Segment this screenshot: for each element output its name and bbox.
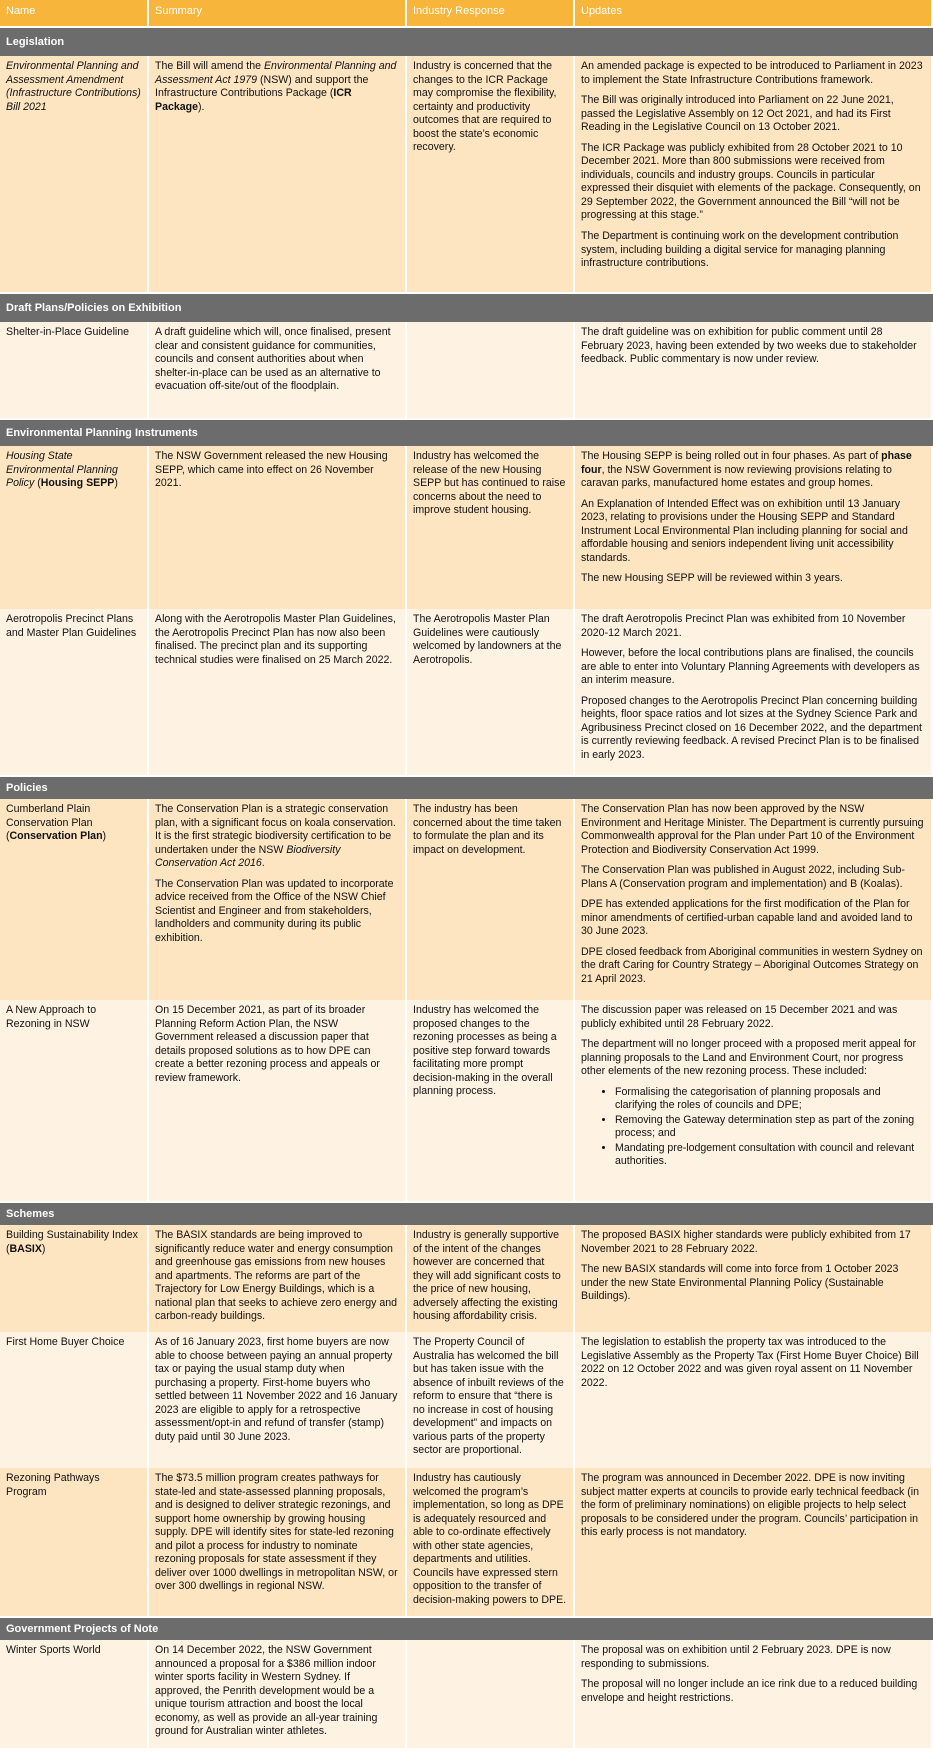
row-name: Environmental Planning and Assessment Amendment (Infrastructure Contributions) Bill 2021	[0, 56, 149, 292]
row-industry-response: The industry has been concerned about the time taken to formulate the plan and its impact on development.	[407, 799, 575, 1000]
row-updates: The Conservation Plan has now been approved by the NSW Environment and Heritage Minister. The Department is currently pursuing Commonwealth approval for the Plan under Part 10 of the Environment Protection and Biodiversity Conservation Act 1999. The Conservation Plan was published in August 2022, including Sub-Plans A (Conservation program and implementation) and B (Koalas). DPE has extended applications for the first modification of the Plan for minor amendments of certified-urban capable land and avoided land to 30 June 2023. DPE closed feedback from Aboriginal communities in western Sydney on the draft Caring for Country Strategy – Aboriginal Outcomes Strategy on 21 April 2023.	[575, 799, 933, 1000]
row-name: First Home Buyer Choice	[0, 1332, 149, 1468]
row-name: Building Sustainability Index (BASIX)	[0, 1225, 149, 1332]
row-summary: The NSW Government released the new Housing SEPP, which came into effect on 26 November 2021.	[149, 446, 407, 609]
section-draft-plans: Draft Plans/Policies on Exhibition	[0, 292, 933, 322]
table-row	[0, 609, 933, 775]
row-name: Winter Sports World	[0, 1640, 149, 1748]
row-summary: The $73.5 million program creates pathways for state-led and state-assessed planning proposals, and is designed to deliver strategic rezonings, and support home ownership by growing housing supply. DPE will identify sites for state-led rezoning and pilot a process for industry to nominate rezoning proposals for state assessment if they deliver over 1000 dwellings in metropolitan NSW, or over 300 dwellings in regional NSW.	[149, 1468, 407, 1616]
row-summary: On 14 December 2022, the NSW Government announced a proposal for a $386 million indoor winter sports facility in Western Sydney. If approved, the Penrith development would be a unique tourism attraction and boost the local economy, as well as provide an all-year training ground for Australian winter athletes.	[149, 1640, 407, 1748]
row-updates: The discussion paper was released on 15 December 2021 and was publicly exhibited until 28 February 2022. The department will no longer proceed with a proposed merit appeal for planning proposals to the Land and Environment Court, nor progress other elements of the new rezoning process. These included: • Formalising the categorisation of planning proposals and clarifying the roles of councils and DPE; • Removing the Gateway determination step as part of the zoning process; and • Mandating pre-lodgement consultation with council and relevant authorities.	[575, 1000, 933, 1201]
row-updates: The draft guideline was on exhibition for public comment until 28 February 2023, having been extended by two weeks due to stakeholder feedback. Public commentary is now under review.	[575, 322, 933, 418]
row-updates: The draft Aerotropolis Precinct Plan was exhibited from 10 November 2020-12 March 2021. However, before the local contributions plans are finalised, the councils are able to enter into Voluntary Planning Agreements with developers as an interim measure. Proposed changes to the Aerotropolis Precinct Plan concerning building heights, floor space ratios and lot sizes at the Sydney Science Park and Agribusiness Precinct closed on 16 December 2022, and the department is currently reviewing feedback. A revised Precinct Plan is to be finalised in early 2023.	[575, 609, 933, 775]
row-updates: The Housing SEPP is being rolled out in four phases. As part of phase four, the NSW Government is now reviewing provisions relating to caravan parks, manufactured home estates and group homes. An Explanation of Intended Effect was on exhibition until 13 January 2023, relating to provisions under the Housing SEPP and Standard Instrument Local Environmental Plan including planning for social and affordable housing and seniors independent living unit accessibility standards. The new Housing SEPP will be reviewed within 3 years.	[575, 446, 933, 609]
section-legislation: Legislation	[0, 26, 933, 56]
table-row	[0, 799, 933, 1000]
section-schemes: Schemes	[0, 1201, 933, 1225]
table-row	[0, 56, 933, 292]
table-row	[0, 1000, 933, 1201]
row-summary: The Conservation Plan is a strategic conservation plan, with a significant focus on koala conservation. It is the first strategic biodiversity certification to be undertaken under the NSW Biodiversity Conservation Act 2016. The Conservation Plan was updated to incorporate advice received from the Office of the NSW Chief Scientist and Engineer and from stakeholders, landholders and community during its public exhibition.	[149, 799, 407, 1000]
list-item: • Removing the Gateway determination step as part of the zoning process; and	[615, 1114, 925, 1141]
row-name: A New Approach to Rezoning in NSW	[0, 1000, 149, 1201]
row-summary: As of 16 January 2023, first home buyers are now able to choose between paying an annual property tax or paying the usual stamp duty when purchasing a property. First-home buyers who settled between 11 November 2022 and 16 January 2023 are eligible to apply for a retrospective assessment/opt-in and refund of transfer (stamp) duty paid until 30 June 2023.	[149, 1332, 407, 1468]
row-name: Rezoning Pathways Program	[0, 1468, 149, 1616]
rezoning-bullet-list	[581, 1086, 925, 1169]
header-summary: Summary	[149, 0, 407, 26]
table-header	[0, 0, 933, 26]
row-name: Cumberland Plain Conservation Plan (Conservation Plan)	[0, 799, 149, 1000]
row-industry-response: Industry has welcomed the release of the new Housing SEPP but has continued to raise concerns about the need to improve student housing.	[407, 446, 575, 609]
row-updates: The program was announced in December 2022. DPE is now inviting subject matter experts at councils to provide early technical feedback (in the form of preliminary nominations) on eligible projects to help select proposals to be considered under the program. Councils’ participation in this early process is not mandatory.	[575, 1468, 933, 1616]
row-name: Aerotropolis Precinct Plans and Master Plan Guidelines	[0, 609, 149, 775]
row-industry-response: Industry has cautiously welcomed the program’s implementation, so long as DPE is adequately resourced and able to co-ordinate effectively with other state agencies, departments and utilities. Councils have expressed stern opposition to the transfer of decision-making powers to DPE.	[407, 1468, 575, 1616]
list-item: • Formalising the categorisation of planning proposals and clarifying the roles of councils and DPE;	[615, 1086, 925, 1113]
table-row	[0, 446, 933, 609]
section-policies: Policies	[0, 775, 933, 799]
row-industry-response	[407, 322, 575, 418]
list-item: • Mandating pre-lodgement consultation with council and relevant authorities.	[615, 1142, 925, 1169]
table-row	[0, 1468, 933, 1616]
section-epi: Environmental Planning Instruments	[0, 418, 933, 446]
header-updates: Updates	[575, 0, 933, 26]
row-industry-response	[407, 1640, 575, 1748]
row-summary: The Bill will amend the Environmental Planning and Assessment Act 1979 (NSW) and support the Infrastructure Contributions Package (ICR Package).	[149, 56, 407, 292]
row-industry-response: The Aerotropolis Master Plan Guidelines were cautiously welcomed by landowners at the Aerotropolis.	[407, 609, 575, 775]
row-summary: On 15 December 2021, as part of its broader Planning Reform Action Plan, the NSW Government released a discussion paper that details proposed solutions as to how DPE can create a better rezoning process and appeals or review framework.	[149, 1000, 407, 1201]
row-updates: The proposed BASIX higher standards were publicly exhibited from 17 November 2021 to 28 February 2022. The new BASIX standards will come into force from 1 October 2023 under the new State Environmental Planning Policy (Sustainable Buildings).	[575, 1225, 933, 1332]
table-row	[0, 1225, 933, 1332]
row-updates: An amended package is expected to be introduced to Parliament in 2023 to implement the State Infrastructure Contributions framework. The Bill was originally introduced into Parliament on 22 June 2021, passed the Legislative Assembly on 12 Oct 2021, and had its First Reading in the Legislative Council on 13 October 2021. The ICR Package was publicly exhibited from 28 October 2021 to 10 December 2021. More than 800 submissions were received from individuals, councils and industry groups. Councils in particular expressed their disquiet with elements of the package. Consequently, on 29 September 2022, the Government announced the Bill “will not be progressing at this stage.” The Department is continuing work on the development contribution system, including building a digital service for managing planning infrastructure contributions.	[575, 56, 933, 292]
row-industry-response: Industry is generally supportive of the intent of the changes however are concerned that they will add significant costs to the price of new housing, adversely affecting the existing housing affordability crisis.	[407, 1225, 575, 1332]
row-summary: Along with the Aerotropolis Master Plan Guidelines, the Aerotropolis Precinct Plan has now also been finalised. The precinct plan and its supporting technical studies were finalised on 25 March 2022.	[149, 609, 407, 775]
row-name: Housing State Environmental Planning Policy (Housing SEPP)	[0, 446, 149, 609]
row-industry-response: The Property Council of Australia has welcomed the bill but has taken issue with the absence of inbuilt reviews of the reform to ensure that “there is no increase in cost of housing development” and impacts on various parts of the property sector are proportional.	[407, 1332, 575, 1468]
header-name: Name	[0, 0, 149, 26]
table-row	[0, 322, 933, 418]
header-industry-response: Industry Response	[407, 0, 575, 26]
row-industry-response: Industry has welcomed the proposed changes to the rezoning processes as being a positive step forward towards facilitating more prompt decision-making in the overall planning process.	[407, 1000, 575, 1201]
section-government-projects: Government Projects of Note	[0, 1616, 933, 1640]
row-summary: The BASIX standards are being improved to significantly reduce water and energy consumption and greenhouse gas emissions from new houses and apartments. The reforms are part of the Trajectory for Low Energy Buildings, which is a national plan that seeks to achieve zero energy and carbon-ready buildings.	[149, 1225, 407, 1332]
table-row	[0, 1640, 933, 1748]
row-updates: The legislation to establish the property tax was introduced to the Legislative Assembly as the Property Tax (First Home Buyer Choice) Bill 2022 on 12 October 2022 and was given royal assent on 11 November 2022.	[575, 1332, 933, 1468]
row-summary: A draft guideline which will, once finalised, present clear and consistent guidance for communities, councils and consent authorities about when shelter-in-place can be used as an alternative to evacuation off-site/out of the floodplain.	[149, 322, 407, 418]
row-updates: The proposal was on exhibition until 2 February 2023. DPE is now responding to submissions. The proposal will no longer include an ice rink due to a reduced building envelope and height restrictions.	[575, 1640, 933, 1748]
table-row	[0, 1332, 933, 1468]
row-name: Shelter-in-Place Guideline	[0, 322, 149, 418]
row-industry-response: Industry is concerned that the changes to the ICR Package may compromise the flexibility, certainty and productivity outcomes that are required to boost the state’s economic recovery.	[407, 56, 575, 292]
